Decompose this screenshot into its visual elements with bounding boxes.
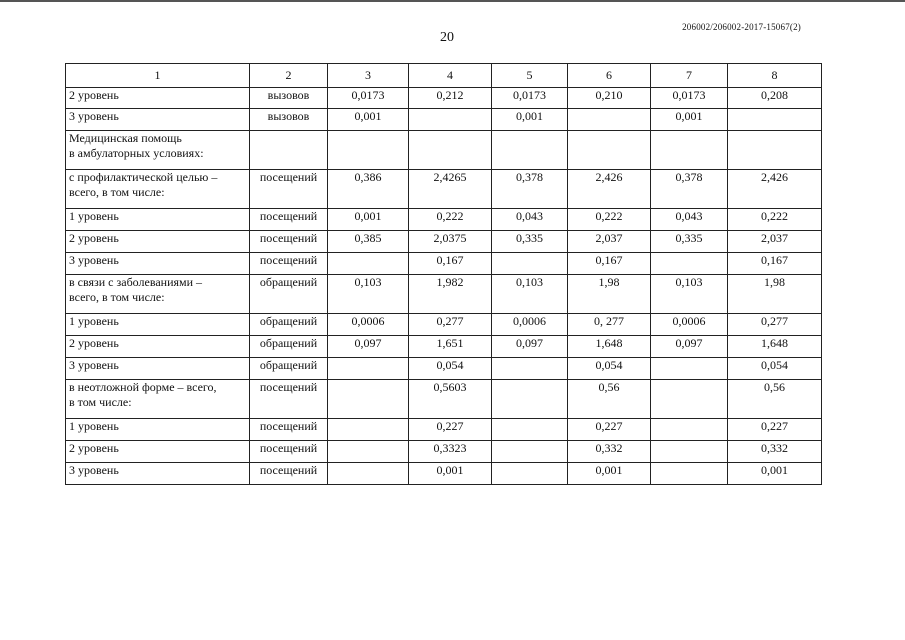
value-cell: 0,0006	[492, 314, 568, 336]
table-row	[66, 314, 822, 336]
value-cell: 0,222	[409, 209, 492, 231]
table-row	[66, 463, 822, 485]
row-label: 1 уровень	[66, 209, 250, 231]
value-cell: 0,277	[409, 314, 492, 336]
value-cell	[492, 358, 568, 380]
value-cell: 0,378	[651, 170, 728, 209]
value-cell: 0,054	[568, 358, 651, 380]
table-row	[66, 275, 822, 314]
value-cell: 0,227	[568, 419, 651, 441]
table-row	[66, 109, 822, 131]
value-cell: 2,0375	[409, 231, 492, 253]
value-cell: 1,648	[568, 336, 651, 358]
value-cell: 0,277	[728, 314, 822, 336]
value-cell: 0,227	[728, 419, 822, 441]
value-cell: 0,222	[728, 209, 822, 231]
value-cell: 0, 277	[568, 314, 651, 336]
value-cell: 0,0173	[492, 88, 568, 109]
table-row	[66, 358, 822, 380]
value-cell: 1,98	[568, 275, 651, 314]
value-cell: 2,037	[728, 231, 822, 253]
value-cell: 0,043	[651, 209, 728, 231]
value-cell: 0,097	[651, 336, 728, 358]
table-row	[66, 88, 822, 109]
value-cell: 0,212	[409, 88, 492, 109]
value-cell: 0,001	[409, 463, 492, 485]
value-cell	[328, 253, 409, 275]
value-cell: 0,097	[328, 336, 409, 358]
value-cell	[492, 131, 568, 170]
value-cell	[328, 419, 409, 441]
row-label: в связи с заболеваниями – всего, в том числе:	[66, 275, 250, 314]
value-cell	[492, 441, 568, 463]
value-cell	[328, 358, 409, 380]
value-cell: 0,167	[568, 253, 651, 275]
value-cell: 0,5603	[409, 380, 492, 419]
row-label: 2 уровень	[66, 88, 250, 109]
page-number: 20	[440, 30, 454, 45]
value-cell: 0,56	[568, 380, 651, 419]
table-body	[66, 88, 822, 485]
unit-cell: обращений	[250, 358, 328, 380]
row-label: 3 уровень	[66, 358, 250, 380]
value-cell	[728, 131, 822, 170]
row-label: 3 уровень	[66, 253, 250, 275]
value-cell: 1,651	[409, 336, 492, 358]
column-header: 2	[250, 64, 328, 88]
value-cell: 0,167	[728, 253, 822, 275]
table-row	[66, 336, 822, 358]
value-cell	[328, 441, 409, 463]
value-cell: 0,167	[409, 253, 492, 275]
value-cell: 0,001	[492, 109, 568, 131]
value-cell: 0,335	[492, 231, 568, 253]
value-cell	[409, 131, 492, 170]
value-cell: 1,98	[728, 275, 822, 314]
unit-cell: посещений	[250, 170, 328, 209]
row-label: 1 уровень	[66, 314, 250, 336]
value-cell	[328, 131, 409, 170]
table-row	[66, 441, 822, 463]
value-cell: 0,332	[568, 441, 651, 463]
row-label: 2 уровень	[66, 336, 250, 358]
value-cell: 0,210	[568, 88, 651, 109]
row-label: Медицинская помощь в амбулаторных условиях:	[66, 131, 250, 170]
unit-cell: вызовов	[250, 88, 328, 109]
unit-cell: посещений	[250, 441, 328, 463]
value-cell	[651, 253, 728, 275]
value-cell	[492, 419, 568, 441]
table-row	[66, 380, 822, 419]
value-cell	[492, 253, 568, 275]
value-cell	[568, 131, 651, 170]
value-cell: 0,385	[328, 231, 409, 253]
value-cell: 0,001	[328, 109, 409, 131]
table-row	[66, 209, 822, 231]
row-label: 2 уровень	[66, 441, 250, 463]
unit-cell: обращений	[250, 314, 328, 336]
unit-cell: посещений	[250, 419, 328, 441]
value-cell: 2,426	[728, 170, 822, 209]
value-cell: 0,0173	[651, 88, 728, 109]
table-row	[66, 170, 822, 209]
top-border-line	[0, 0, 905, 2]
data-table	[65, 63, 822, 485]
unit-cell	[250, 131, 328, 170]
column-header: 7	[651, 64, 728, 88]
value-cell	[728, 109, 822, 131]
unit-cell: вызовов	[250, 109, 328, 131]
column-header: 8	[728, 64, 822, 88]
value-cell	[492, 463, 568, 485]
table-row	[66, 253, 822, 275]
value-cell: 0,054	[728, 358, 822, 380]
row-label: 2 уровень	[66, 231, 250, 253]
value-cell: 2,4265	[409, 170, 492, 209]
unit-cell: обращений	[250, 336, 328, 358]
value-cell: 0,386	[328, 170, 409, 209]
column-header: 5	[492, 64, 568, 88]
column-header: 1	[66, 64, 250, 88]
column-header: 4	[409, 64, 492, 88]
unit-cell: посещений	[250, 380, 328, 419]
value-cell: 1,648	[728, 336, 822, 358]
unit-cell: посещений	[250, 231, 328, 253]
value-cell: 2,037	[568, 231, 651, 253]
value-cell	[651, 463, 728, 485]
header-row	[66, 64, 822, 88]
value-cell: 0,043	[492, 209, 568, 231]
row-label: 1 уровень	[66, 419, 250, 441]
unit-cell: посещений	[250, 463, 328, 485]
value-cell: 0,103	[328, 275, 409, 314]
table-row	[66, 419, 822, 441]
value-cell: 0,0006	[328, 314, 409, 336]
value-cell	[651, 358, 728, 380]
value-cell: 0,097	[492, 336, 568, 358]
table-row	[66, 231, 822, 253]
value-cell	[651, 419, 728, 441]
value-cell: 0,378	[492, 170, 568, 209]
value-cell	[651, 441, 728, 463]
value-cell: 0,103	[492, 275, 568, 314]
value-cell: 0,227	[409, 419, 492, 441]
value-cell: 0,001	[728, 463, 822, 485]
row-label: 3 уровень	[66, 463, 250, 485]
value-cell	[492, 380, 568, 419]
value-cell: 0,0006	[651, 314, 728, 336]
column-header: 6	[568, 64, 651, 88]
column-header: 3	[328, 64, 409, 88]
value-cell: 0,0173	[328, 88, 409, 109]
row-label: 3 уровень	[66, 109, 250, 131]
value-cell: 0,56	[728, 380, 822, 419]
value-cell: 0,335	[651, 231, 728, 253]
value-cell	[651, 380, 728, 419]
document-code: 206002/206002-2017-15067(2)	[682, 22, 801, 32]
unit-cell: посещений	[250, 253, 328, 275]
row-label: в неотложной форме – всего, в том числе:	[66, 380, 250, 419]
row-label: с профилактической целью – всего, в том числе:	[66, 170, 250, 209]
value-cell	[328, 463, 409, 485]
value-cell	[328, 380, 409, 419]
value-cell: 0,103	[651, 275, 728, 314]
value-cell: 0,208	[728, 88, 822, 109]
table-row	[66, 131, 822, 170]
value-cell	[409, 109, 492, 131]
value-cell	[568, 109, 651, 131]
unit-cell: обращений	[250, 275, 328, 314]
value-cell: 0,054	[409, 358, 492, 380]
value-cell: 0,001	[328, 209, 409, 231]
value-cell: 1,982	[409, 275, 492, 314]
value-cell: 2,426	[568, 170, 651, 209]
unit-cell: посещений	[250, 209, 328, 231]
value-cell	[651, 131, 728, 170]
value-cell: 0,222	[568, 209, 651, 231]
value-cell: 0,3323	[409, 441, 492, 463]
value-cell: 0,001	[651, 109, 728, 131]
value-cell: 0,332	[728, 441, 822, 463]
value-cell: 0,001	[568, 463, 651, 485]
